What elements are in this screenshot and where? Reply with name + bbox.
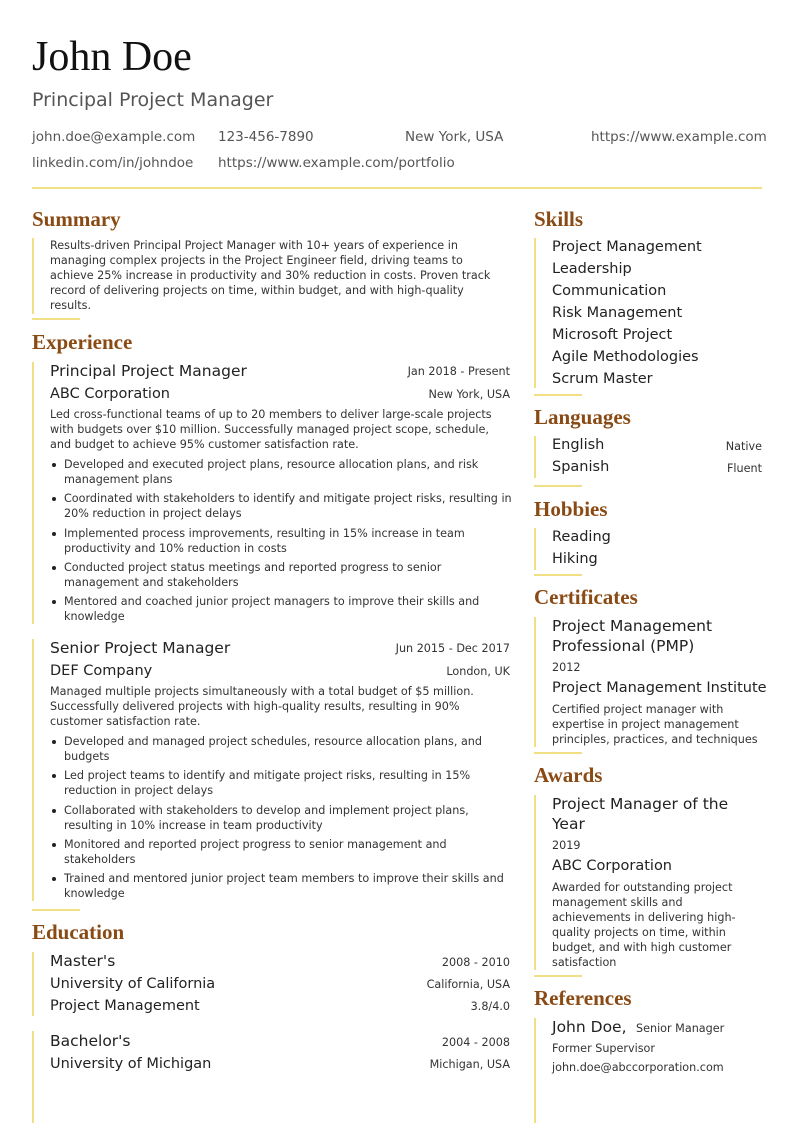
summary-heading: Summary [32, 207, 121, 231]
candidate-name: John Doe [32, 34, 192, 80]
certificates-heading: Certificates [534, 585, 638, 609]
hobby-item: Hiking [552, 551, 598, 567]
reference-position: Senior Manager [636, 1022, 725, 1035]
job-2-location: London, UK [446, 665, 510, 678]
skill-item: Communication [552, 283, 667, 299]
edu-2-bar [32, 1031, 34, 1123]
hobbies-heading: Hobbies [534, 497, 608, 521]
skill-item: Leadership [552, 261, 632, 277]
certificate-name-line2: Professional (PMP) [552, 637, 695, 655]
job-1-company: ABC Corporation [50, 386, 171, 402]
languages-divider [534, 485, 582, 487]
edu-2-school: University of Michigan [50, 1056, 212, 1072]
certificate-name-line1: Project Management [552, 617, 713, 635]
list-item: Coordinated with stakeholders to identify and mitigate project risks, resulting in 20% reduction in project delays [50, 491, 512, 521]
certificate-issuer: Project Management Institute [552, 680, 767, 696]
summary-bar [32, 238, 34, 314]
list-item: Conducted project status meetings and reported progress to senior management and stakeholders [50, 560, 512, 590]
job-1-dates: Jan 2018 - Present [407, 365, 510, 378]
skills-heading: Skills [534, 207, 584, 231]
contact-portfolio[interactable]: https://www.example.com/portfolio [218, 155, 455, 171]
education-heading: Education [32, 920, 125, 944]
language-name: Spanish [552, 459, 610, 475]
contact-linkedin[interactable]: linkedin.com/in/johndoe [32, 155, 194, 171]
languages-bar [534, 436, 536, 478]
summary-divider [32, 318, 80, 320]
edu-1-school: University of California [50, 976, 216, 992]
contact-email[interactable]: john.doe@example.com [32, 129, 196, 145]
job-1-role: Principal Project Manager [50, 362, 247, 380]
job-2-role: Senior Project Manager [50, 639, 231, 657]
award-issuer: ABC Corporation [552, 858, 673, 874]
list-item: Trained and mentored junior project team members to improve their skills and knowledge [50, 871, 512, 901]
contact-location: New York, USA [405, 129, 504, 145]
awards-divider [534, 975, 582, 977]
job-1-description: Led cross-functional teams of up to 20 members to deliver large-scale projects with budgets over $10 million. Successfully managed project scope, schedule, and budget to achieve 95% customer satisfaction rate. [50, 408, 492, 451]
job-2-bullets [50, 734, 512, 905]
certificates-divider [534, 752, 582, 754]
language-level: Fluent [727, 462, 762, 475]
list-item: Implemented process improvements, resulting in 15% increase in team productivity and 10% reduction in costs [50, 526, 512, 556]
languages-heading: Languages [534, 405, 631, 429]
references-heading: References [534, 986, 632, 1010]
edu-1-degree: Master's [50, 952, 116, 970]
edu-1-location: California, USA [426, 978, 510, 991]
award-year: 2019 [552, 839, 581, 852]
reference-email[interactable]: john.doe@abccorporation.com [552, 1061, 724, 1074]
edu-2-location: Michigan, USA [429, 1058, 510, 1071]
job-1-bar [32, 362, 34, 624]
awards-heading: Awards [534, 763, 603, 787]
skill-item: Project Management [552, 239, 702, 255]
job-1-location: New York, USA [428, 388, 510, 401]
hobbies-bar [534, 528, 536, 570]
edu-2-dates: 2004 - 2008 [441, 1036, 510, 1049]
job-2-description: Managed multiple projects simultaneously with a total budget of $5 million. Successfully delivered projects with high-quality results, resulting in 90% customer satisfaction rate. [50, 685, 474, 728]
certificates-bar [534, 617, 536, 747]
award-description: Awarded for outstanding project management skills and achievements in delivering high-quality projects on time, within budget, and with high customer satisfaction [552, 881, 736, 969]
list-item: Developed and managed project schedules, resource allocation plans, and budgets [50, 734, 512, 764]
certificate-description: Certified project manager with expertise in project management principles, practices, and techniques [552, 703, 758, 746]
job-2-bar [32, 639, 34, 901]
certificate-year: 2012 [552, 661, 581, 674]
skill-item: Risk Management [552, 305, 683, 321]
language-level: Native [725, 440, 762, 453]
summary-text: Results-driven Principal Project Manager with 10+ years of experience in managing complex projects in the Project Engineer field, driving teams to achieve 25% increase in productivity and 30% reduction in costs. Proven track record of delivering projects on time, within budget, and with high-quality results. [50, 239, 491, 312]
list-item: Collaborated with stakeholders to develop and implement project plans, resulting in 10% increase in team productivity [50, 803, 512, 833]
edu-2-degree: Bachelor's [50, 1032, 131, 1050]
job-2-dates: Jun 2015 - Dec 2017 [395, 642, 510, 655]
award-name-line2: Year [552, 815, 585, 833]
experience-heading: Experience [32, 330, 133, 354]
skill-item: Microsoft Project [552, 327, 673, 343]
reference-name: John Doe, [552, 1018, 627, 1036]
awards-bar [534, 795, 536, 970]
header-divider [32, 187, 762, 189]
edu-1-field: Project Management [50, 998, 200, 1014]
contact-phone[interactable]: 123-456-7890 [218, 129, 314, 145]
hobby-item: Reading [552, 529, 611, 545]
experience-divider [32, 909, 80, 911]
edu-1-bar [32, 952, 34, 1016]
skills-divider [534, 394, 582, 396]
skill-item: Agile Methodologies [552, 349, 699, 365]
skills-bar [534, 238, 536, 388]
contact-website[interactable]: https://www.example.com [591, 129, 767, 145]
reference-relation: Former Supervisor [552, 1042, 655, 1055]
list-item: Monitored and reported project progress to senior management and stakeholders [50, 837, 512, 867]
edu-1-dates: 2008 - 2010 [441, 956, 510, 969]
award-name-line1: Project Manager of the [552, 795, 729, 813]
list-item: Led project teams to identify and mitigate project risks, resulting in 15% reduction in project delays [50, 768, 512, 798]
list-item: Mentored and coached junior project managers to improve their skills and knowledge [50, 594, 512, 624]
candidate-title: Principal Project Manager [32, 89, 274, 111]
references-bar [534, 1018, 536, 1123]
job-1-bullets [50, 457, 512, 628]
skill-item: Scrum Master [552, 371, 653, 387]
job-2-company: DEF Company [50, 663, 153, 679]
edu-1-gpa: 3.8/4.0 [470, 1000, 510, 1013]
language-name: English [552, 437, 605, 453]
hobbies-divider [534, 574, 582, 576]
list-item: Developed and executed project plans, resource allocation plans, and risk management plans [50, 457, 512, 487]
